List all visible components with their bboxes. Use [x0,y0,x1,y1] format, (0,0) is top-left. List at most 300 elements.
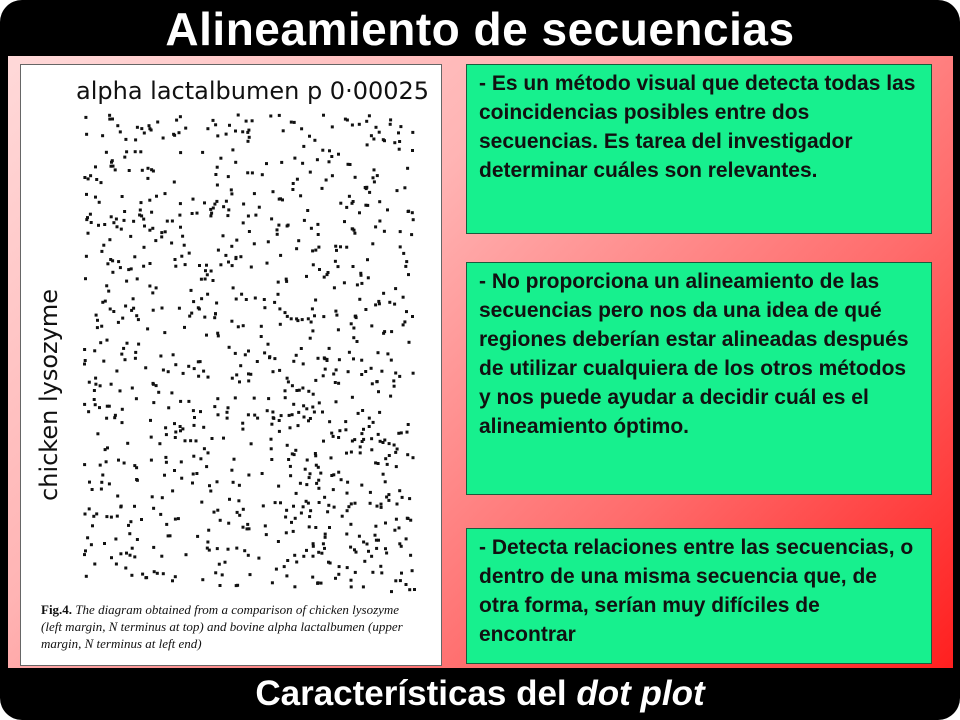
dot-mark [289,465,292,468]
dot-mark [368,425,371,428]
dot-mark [191,482,194,485]
dot-mark [332,373,335,376]
dot-mark [317,233,320,236]
dot-mark [350,585,353,588]
dot-mark [312,545,315,548]
dot-mark [187,400,190,403]
dot-mark [83,348,86,351]
dot-mark [227,261,230,264]
dot-mark [330,155,333,158]
dot-mark [324,533,327,536]
dot-mark [148,124,151,127]
dot-mark [151,291,154,294]
dot-mark [261,472,264,475]
dot-mark [287,224,290,227]
dot-mark [338,429,341,432]
dot-mark [250,266,253,269]
dot-mark [104,300,107,303]
dot-mark [227,175,230,178]
dot-mark [93,389,96,392]
dot-mark [253,397,256,400]
dot-mark [173,422,176,425]
dot-mark [144,366,147,369]
dot-mark [83,553,86,556]
dot-mark [302,145,305,148]
dot-mark [237,114,240,117]
dot-mark [247,215,250,218]
dot-mark [399,230,402,233]
dot-mark [351,202,354,205]
dot-mark [376,505,379,508]
dot-mark [272,190,275,193]
dot-mark [335,314,338,317]
dot-mark [286,377,289,380]
dot-mark [282,129,285,132]
dot-mark [345,533,348,536]
dot-mark [354,176,357,179]
dot-mark [258,206,261,209]
footer-prefix: Características del [255,674,577,713]
dot-mark [143,225,146,228]
dot-mark [390,359,393,362]
dot-mark [378,131,381,134]
dot-mark [400,431,403,434]
dot-mark [197,306,200,309]
dot-mark [297,239,300,242]
dot-mark [95,178,98,181]
dot-mark [272,370,275,373]
dot-mark [347,505,350,508]
dot-mark [384,480,387,483]
dot-mark [322,114,325,117]
dot-mark [399,579,402,582]
dot-mark [328,347,331,350]
dot-mark [360,373,363,376]
dot-mark [316,158,319,161]
dot-mark [314,379,317,382]
dot-mark [324,368,327,371]
dot-mark [265,162,268,165]
dot-mark [388,301,391,304]
dot-mark [369,502,372,505]
dot-mark [366,543,369,546]
dot-mark [245,298,248,301]
dot-mark [152,309,155,312]
dot-mark [232,481,235,484]
dot-mark [208,484,211,487]
dot-mark [256,417,259,420]
dot-mark [237,499,240,502]
dot-mark [162,572,165,575]
dot-mark [112,165,115,168]
dot-mark [204,278,207,281]
dot-mark [239,364,242,367]
dot-mark [215,302,218,305]
dot-mark [294,517,297,520]
dot-mark [279,501,282,504]
dot-mark [293,585,296,588]
dot-mark [120,353,123,356]
dot-mark [177,517,180,520]
dot-mark [227,548,230,551]
dot-mark [302,404,305,407]
dot-mark [277,281,280,284]
dot-mark [263,351,266,354]
dot-mark [271,411,274,414]
dot-mark [152,401,155,404]
dot-mark [134,351,137,354]
dot-mark [348,351,351,354]
dot-mark [214,173,217,176]
dot-mark [131,547,134,550]
dot-mark [83,463,86,466]
dot-mark [161,307,164,310]
dot-mark [199,410,202,413]
dot-mark [109,258,112,261]
dot-mark [89,174,92,177]
dot-mark [307,419,310,422]
dot-mark [121,408,124,411]
dot-mark [314,452,317,455]
dot-mark [139,150,142,153]
dot-mark [270,438,273,441]
dot-mark [306,209,309,212]
dot-mark [328,420,331,423]
dot-mark [368,417,371,420]
dot-mark [246,523,249,526]
dot-mark [195,439,198,442]
dot-mark [166,220,169,223]
dot-mark [305,500,308,503]
dot-mark [94,196,97,199]
dot-mark [411,315,414,318]
dot-mark [313,314,316,317]
dot-mark [350,451,353,454]
dot-mark [320,552,323,555]
dot-mark [214,571,217,574]
dot-mark [144,576,147,579]
note-visual-method: - Es un método visual que detecta todas las coincidencias posibles entre dos secuencias. Es tarea del investigador determinar cuáles son relevantes. [466,64,932,234]
dot-mark [150,436,153,439]
dot-mark [286,444,289,447]
dot-mark [94,377,97,380]
dot-mark [366,258,369,261]
dot-mark [390,590,393,593]
dot-mark [358,298,361,301]
dot-mark [364,204,367,207]
dot-mark [358,123,361,126]
dot-mark [382,138,385,141]
dot-mark [291,384,294,387]
dot-mark [326,358,329,361]
dot-mark [335,400,338,403]
dot-mark [93,349,96,352]
dot-mark [179,226,182,229]
dot-mark [241,130,244,133]
dot-mark [307,317,310,320]
dot-mark [382,292,385,295]
dot-mark [301,387,304,390]
dot-mark [270,458,273,461]
dot-mark [327,271,330,274]
dot-mark [346,566,349,569]
dot-mark [230,188,233,191]
dot-mark [181,427,184,430]
dot-mark [318,501,321,504]
dot-mark [129,554,132,557]
dot-mark [104,448,107,451]
dot-mark [267,343,270,346]
dot-mark [278,419,281,422]
dot-mark [262,504,265,507]
dot-mark [312,542,315,545]
dot-mark [387,493,390,496]
dot-mark [201,151,204,154]
dot-mark [247,372,250,375]
dot-mark [378,200,381,203]
dot-mark [133,505,136,508]
dot-mark [117,459,120,462]
dot-mark [209,490,212,493]
dot-mark [370,367,373,370]
dot-mark [160,231,163,234]
dot-mark [232,286,235,289]
dot-mark [303,219,306,222]
dot-mark [91,488,94,491]
dot-mark [184,127,187,130]
dot-mark [375,547,378,550]
dot-mark [253,242,256,245]
dot-mark [110,516,113,519]
dot-mark [192,300,195,303]
dot-mark [235,373,238,376]
dot-mark [210,212,213,215]
dot-mark [302,505,305,508]
dot-mark [179,425,182,428]
dot-mark [190,312,193,315]
dot-mark [316,223,319,226]
dot-mark [308,515,311,518]
dot-mark [279,254,282,257]
dot-mark [294,449,297,452]
dot-mark [119,389,122,392]
dot-mark [139,209,142,212]
dot-mark [192,198,195,201]
dot-mark [214,313,217,316]
dot-mark [371,242,374,245]
dot-mark [350,322,353,325]
dot-mark [159,513,162,516]
dot-mark [382,441,385,444]
dot-mark [317,246,320,249]
dot-mark [266,262,269,265]
dot-mark [127,524,130,527]
dot-mark [298,389,301,392]
dot-mark [395,518,398,521]
dot-mark [379,440,382,443]
dot-mark [116,225,119,228]
figure-caption [41,601,421,652]
dot-mark [85,575,88,578]
dot-mark [100,488,103,491]
dot-mark [150,129,153,132]
dot-mark [292,505,295,508]
dot-mark [254,297,257,300]
dot-mark [90,543,93,546]
dot-mark [358,535,361,538]
dot-mark [155,286,158,289]
dot-mark [214,123,217,126]
dot-mark [243,549,246,552]
dot-mark [174,258,177,261]
dot-mark [360,282,363,285]
dot-mark [156,572,159,575]
dot-mark [93,563,96,566]
dot-mark [150,168,153,171]
dot-mark [174,518,177,521]
dot-mark [393,303,396,306]
dot-mark [219,584,222,587]
dot-mark [222,437,225,440]
dot-mark [395,465,398,468]
dot-mark [174,265,177,268]
dot-mark [372,176,375,179]
dot-mark [180,477,183,480]
figure-top-label: alpha lactalbumen p 0·00025 [76,77,430,105]
dot-mark [251,119,254,122]
dot-mark [270,217,273,220]
dot-mark [161,496,164,499]
dot-mark [141,169,144,172]
dot-mark [170,391,173,394]
dot-mark [263,306,266,309]
dot-mark [84,277,87,280]
dot-mark [413,588,416,591]
dot-mark [240,293,243,296]
dot-mark [352,336,355,339]
dot-mark [213,405,216,408]
dot-mark [293,157,296,160]
dot-mark [325,179,328,182]
dot-mark [164,426,167,429]
dot-mark [163,331,166,334]
dot-mark [308,135,311,138]
dot-mark [142,218,145,221]
dot-mark [393,444,396,447]
dot-mark [247,140,250,143]
dot-mark [364,186,367,189]
dot-mark [290,521,293,524]
dot-mark [375,380,378,383]
dot-mark [152,507,155,510]
dot-mark [407,423,410,426]
dot-mark [390,330,393,333]
dot-mark [183,244,186,247]
dot-mark [330,432,333,435]
dot-mark [106,339,109,342]
dot-mark [314,526,317,529]
dot-mark [216,509,219,512]
dot-mark [300,127,303,130]
dot-mark [295,354,298,357]
dot-mark [402,296,405,299]
dot-mark [344,420,347,423]
dot-mark [316,581,319,584]
dot-mark [295,317,298,320]
dot-mark [322,542,325,545]
dot-mark [321,411,324,414]
footer-emphasis: dot plot [576,674,705,713]
figure-left-label: chicken lysozyme [35,289,63,501]
dot-mark [386,463,389,466]
dot-mark [100,481,103,484]
dot-mark [133,555,136,558]
dot-mark [284,311,287,314]
dot-mark [169,534,172,537]
dot-mark [152,382,155,385]
dot-mark [137,343,140,346]
dot-mark [97,224,100,227]
dot-mark [250,442,253,445]
dot-mark [277,540,280,543]
dot-mark [242,324,245,327]
dot-mark [192,455,195,458]
dot-mark [408,588,411,591]
dot-mark [110,383,113,386]
dot-mark [362,585,365,588]
dot-mark [130,574,133,577]
dot-mark [192,473,195,476]
dot-mark [175,119,178,122]
dot-mark [84,513,87,516]
dot-mark [230,192,233,195]
dot-mark [334,310,337,313]
figure-caption-number: Fig.4. [41,602,73,617]
dot-mark [313,139,316,142]
dot-mark [122,347,125,350]
dot-mark [100,181,103,184]
dot-mark [351,396,354,399]
dot-mark [389,395,392,398]
dot-mark [103,223,106,226]
dot-mark [408,341,411,344]
dot-mark [208,549,211,552]
dot-mark [242,526,245,529]
dot-mark [328,149,331,152]
dot-mark [247,413,250,416]
dot-mark [230,245,233,248]
dot-mark [116,515,119,518]
dot-mark [121,317,124,320]
dot-mark [256,360,259,363]
dot-mark [174,363,177,366]
dot-mark [407,273,410,276]
dot-mark [242,203,245,206]
dot-mark [154,239,157,242]
dot-mark [279,323,282,326]
dot-mark [247,554,250,557]
dot-mark [126,442,129,445]
dot-mark [393,141,396,144]
dot-mark [283,565,286,568]
dot-mark [207,376,210,379]
dot-mark [228,124,231,127]
dot-mark [197,360,200,363]
dot-mark [385,552,388,555]
dot-mark [266,409,269,412]
dot-mark [353,438,356,441]
dot-mark [84,359,87,362]
